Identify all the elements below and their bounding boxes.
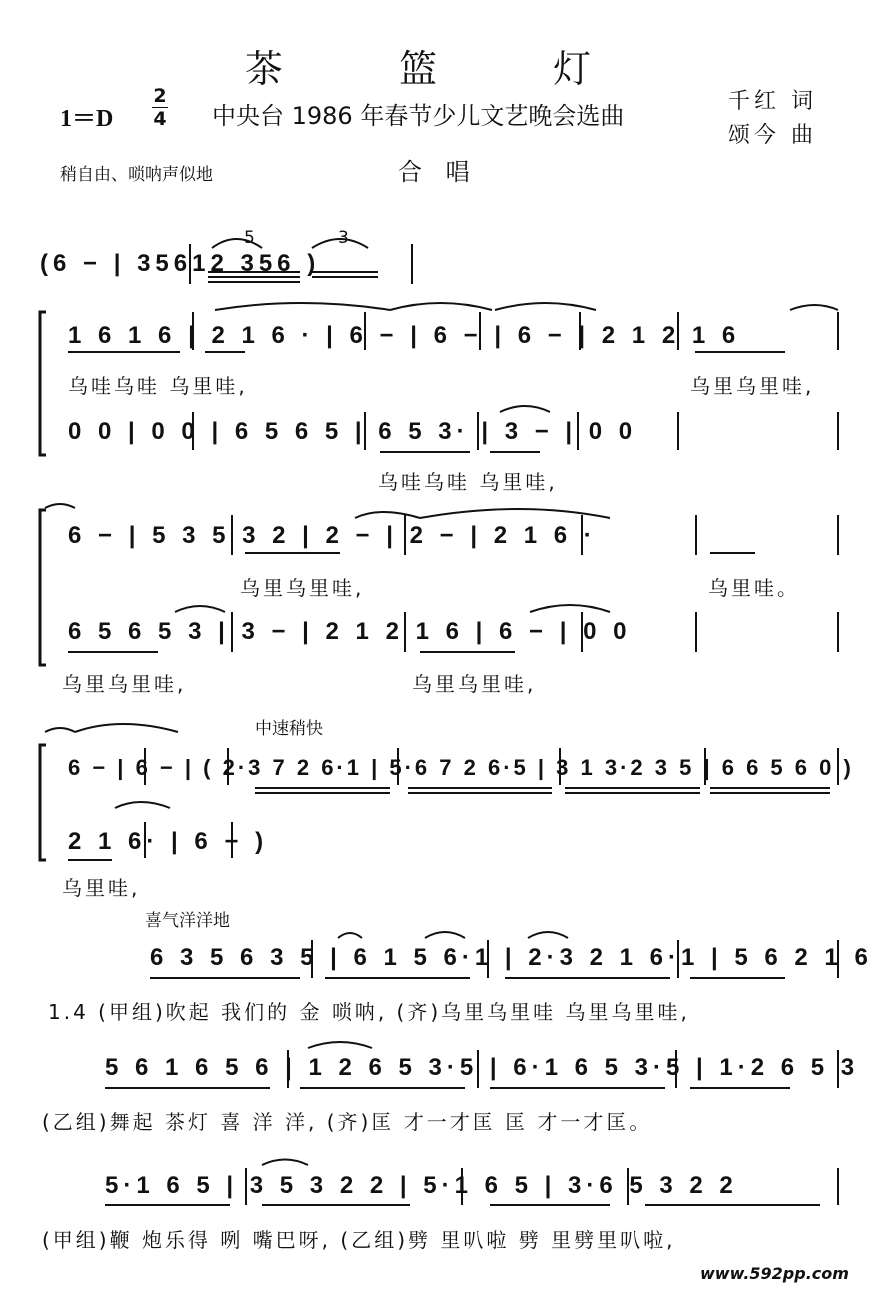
- system1-upper-lyric-a: 乌哇乌哇 乌里哇,: [68, 374, 248, 398]
- system2-upper-lyric-a: 乌里乌里哇,: [240, 576, 365, 600]
- chorus-label: 合 唱: [398, 158, 478, 186]
- intro-notes: (6 − | 35612 356 ): [40, 250, 321, 277]
- verse2-notes: 5 6 1 6 5 6 | 1 2 6 5 3·5 | 6·1 6 5 3·5 | 1·2 6 5 3: [105, 1054, 860, 1081]
- system3-lower-notes: 2 1 6· | 6 − ): [68, 828, 269, 855]
- system1-lower-notes: 0 0 | 0 0 | 6 5 6 5 | 6 5 3· | 3 − | 0 0: [68, 418, 638, 445]
- system2-lower-lyric-a: 乌里乌里哇,: [62, 672, 187, 696]
- system1-upper-notes: 1 6 1 6 | 2 1 6 · | 6 − | 6 − | 6 − | 2 1 2 1 6: [68, 322, 741, 349]
- tempo-marking-intro: 稍自由、唢呐声似地: [60, 165, 213, 185]
- tempo-marking-verse: 喜气洋洋地: [145, 911, 230, 931]
- verse3-lyric: (甲组)鞭 炮乐得 咧 嘴巴呀, (乙组)劈 里叭啦 劈 里劈里叭啦,: [42, 1228, 676, 1252]
- tempo-marking-mid: 中速稍快: [255, 719, 323, 739]
- system2-lower-lyric-b: 乌里乌里哇,: [412, 672, 537, 696]
- tuplet-five: 5: [244, 228, 255, 248]
- system2-lower-notes: 6 5 6 5 3 | 3 − | 2 1 2 1 6 | 6 − | 0 0: [68, 618, 632, 645]
- song-title: 茶 篮 灯: [244, 47, 644, 91]
- tuplet-three: 3: [338, 228, 349, 248]
- system1-upper-lyric-b: 乌里乌里哇,: [690, 374, 815, 398]
- time-signature-top: 2: [153, 85, 167, 107]
- key-signature: 1＝D: [60, 106, 114, 132]
- system1-lower-lyric: 乌哇乌哇 乌里哇,: [378, 470, 558, 494]
- system3-upper-notes: 6 − | 6 − | ( 2·3 7 2 6·1 | 5·6 7 2 6·5 | 3 1 3·2 3 5 | 6 6 5 6 0 ): [68, 755, 854, 780]
- verse2-lyric: (乙组)舞起 茶灯 喜 洋 洋, (齐)匡 才一才匡 匡 才一才匡。: [42, 1110, 653, 1134]
- system2-upper-lyric-b: 乌里哇。: [708, 576, 800, 600]
- system3-lower-lyric: 乌里哇,: [62, 876, 141, 900]
- time-signature-bottom: 4: [153, 108, 167, 130]
- watermark-text: www.592pp.com: [700, 1264, 849, 1283]
- verse1-lyric: 1.4 (甲组)吹起 我们的 金 唢呐, (齐)乌里乌里哇 乌里乌里哇,: [48, 1000, 690, 1024]
- verse3-notes: 5·1 6 5 | 3 5 3 2 2 | 5·1 6 5 | 3·6 5 3 2 2: [105, 1172, 738, 1199]
- system2-upper-notes: 6 − | 5 3 5 3 2 | 2 − | 2 − | 2 1 6 ·: [68, 522, 597, 549]
- lyricist-credit: 千红 词: [728, 89, 817, 114]
- subtitle: 中央台 1986 年春节少儿文艺晚会选曲: [212, 102, 625, 130]
- composer-credit: 颂今 曲: [728, 123, 817, 148]
- verse1-notes: 6 3 5 6 3 5 | 6 1 5 6·1 | 2·3 2 1 6·1 | 5 6 2 1 6: [150, 944, 873, 971]
